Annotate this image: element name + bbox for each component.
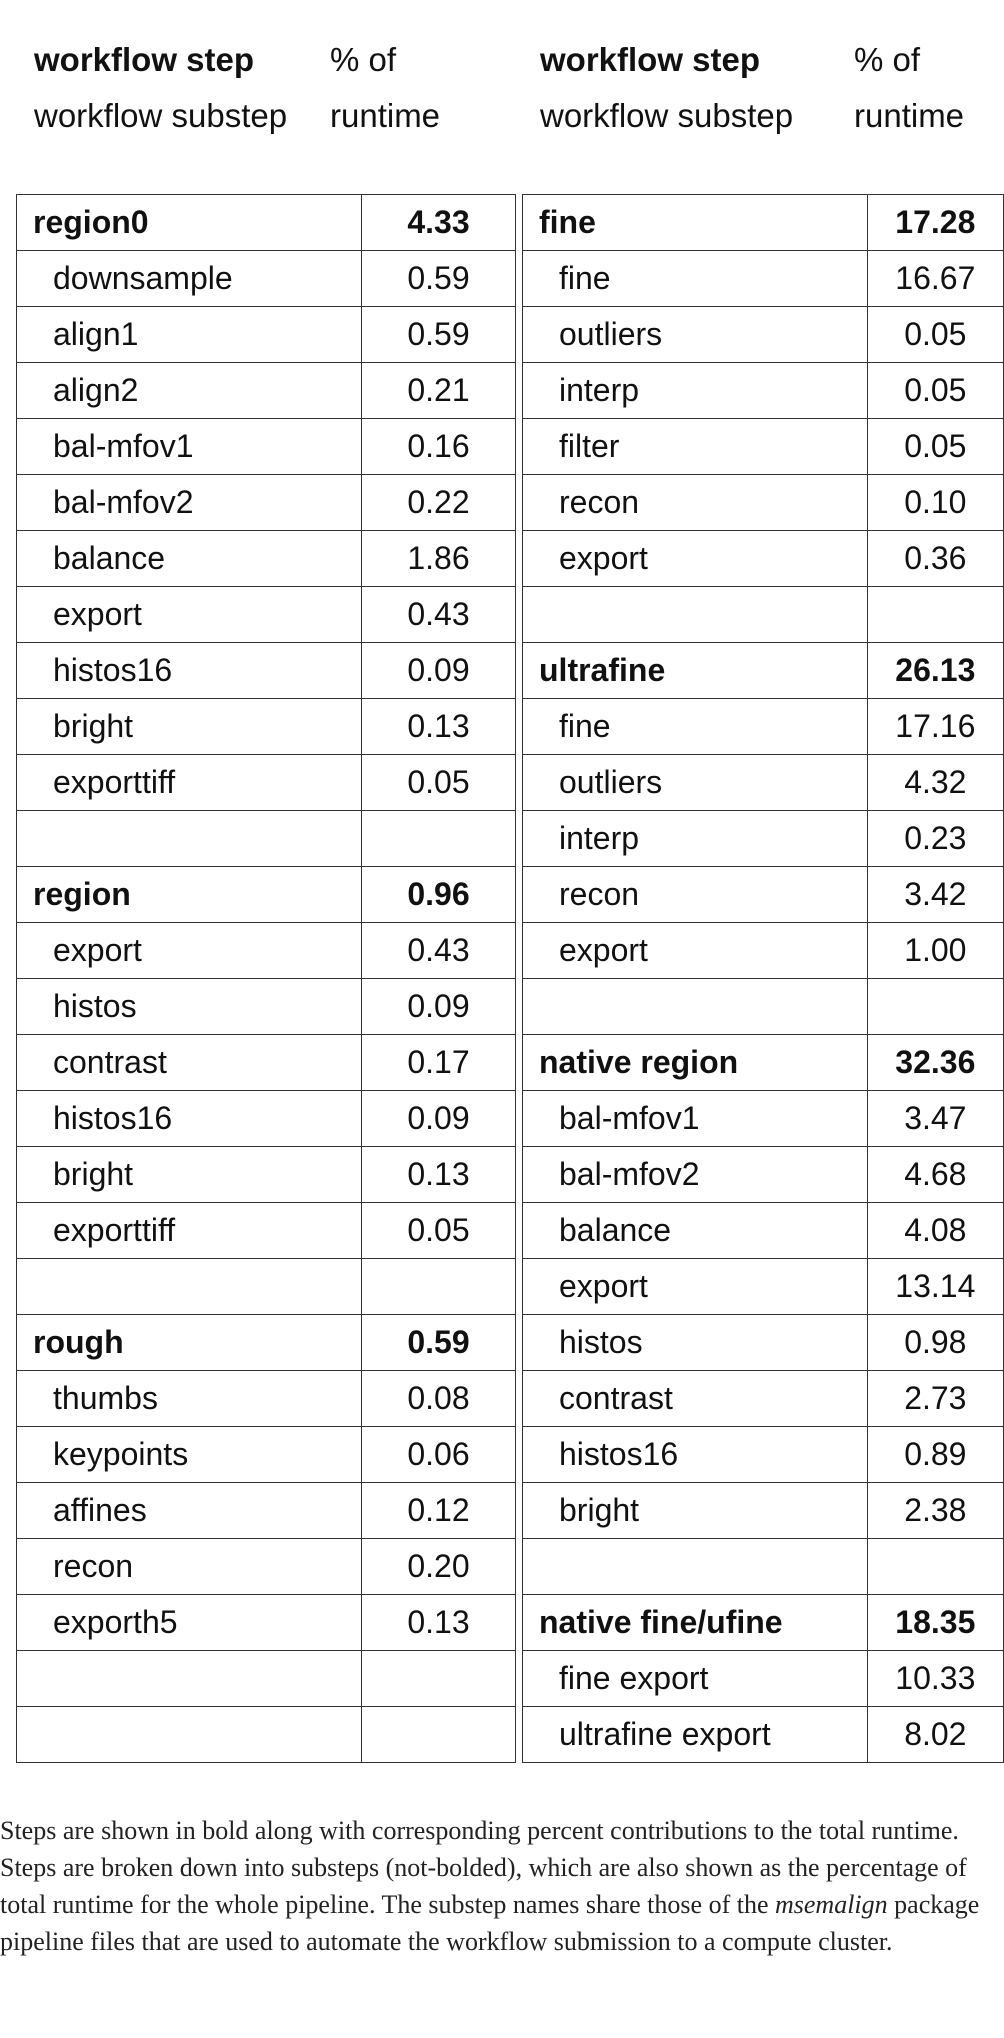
left-header-pct-line2: runtime [330,97,441,134]
step-runtime-percent: 32.36 [867,1035,1003,1091]
step-name: rough [17,1315,362,1371]
substep-row [523,1651,1004,1707]
substep-name: export [17,587,362,643]
substep-name: contrast [523,1371,868,1427]
right-pct-header [854,32,1004,144]
substep-row [523,251,1004,307]
step-runtime-percent: 4.33 [362,195,516,251]
substep-name: histos [17,979,362,1035]
left-table-body [17,195,516,1763]
substep-runtime-percent: 10.33 [867,1651,1003,1707]
substep-runtime-percent: 4.32 [867,755,1003,811]
substep-name: recon [523,475,868,531]
step-name: region0 [17,195,362,251]
substep-runtime-percent: 0.09 [362,643,516,699]
substep-name: outliers [523,755,868,811]
substep-row [523,307,1004,363]
substep-name: export [17,923,362,979]
step-runtime-percent: 0.59 [362,1315,516,1371]
substep-name: downsample [17,251,362,307]
step-runtime-percent: 0.96 [362,867,516,923]
substep-name: align2 [17,363,362,419]
substep-name [17,811,362,867]
substep-name: balance [523,1203,868,1259]
substep-row [523,1203,1004,1259]
substep-name: align1 [17,307,362,363]
substep-runtime-percent: 0.10 [867,475,1003,531]
substep-name: histos16 [17,1091,362,1147]
right-header-pct-line2: runtime [854,97,965,134]
substep-runtime-percent: 0.89 [867,1427,1003,1483]
substep-name: exporttiff [17,1203,362,1259]
substep-row [523,1427,1004,1483]
step-name: region [17,867,362,923]
substep-runtime-percent: 0.05 [867,307,1003,363]
substep-runtime-percent: 0.59 [362,307,516,363]
substep-name: histos16 [523,1427,868,1483]
substep-name: bright [17,1147,362,1203]
substep-runtime-percent: 0.05 [867,419,1003,475]
substep-name: interp [523,811,868,867]
substep-runtime-percent: 13.14 [867,1259,1003,1315]
substep-row [523,699,1004,755]
substep-row [523,1259,1004,1315]
substep-name [17,1707,362,1763]
substep-row [523,1707,1004,1763]
substep-name: thumbs [17,1371,362,1427]
substep-row [17,1147,516,1203]
substep-name [17,1651,362,1707]
substep-row [17,1035,516,1091]
substep-runtime-percent: 0.21 [362,363,516,419]
substep-row [523,1371,1004,1427]
substep-runtime-percent: 0.43 [362,587,516,643]
substep-runtime-percent [362,1707,516,1763]
substep-runtime-percent: 17.16 [867,699,1003,755]
substep-name: fine export [523,1651,868,1707]
left-pct-header [330,32,480,144]
substep-runtime-percent: 0.09 [362,1091,516,1147]
substep-row [523,363,1004,419]
substep-runtime-percent: 1.00 [867,923,1003,979]
substep-name: histos16 [17,643,362,699]
step-runtime-percent: 18.35 [867,1595,1003,1651]
step-row [523,1595,1004,1651]
substep-name: balance [17,531,362,587]
step-name: native fine/ufine [523,1595,868,1651]
substep-name [523,1539,868,1595]
left-header-pct-line1: % of [330,41,397,78]
substep-row [523,811,1004,867]
step-name: native region [523,1035,868,1091]
right-header-substep-label: workflow substep [540,97,794,134]
substep-name: bal-mfov1 [17,419,362,475]
step-row [523,643,1004,699]
substep-runtime-percent: 4.08 [867,1203,1003,1259]
substep-row [17,755,516,811]
substep-runtime-percent: 1.86 [362,531,516,587]
substep-name: outliers [523,307,868,363]
substep-row [17,251,516,307]
substep-runtime-percent: 0.05 [867,363,1003,419]
substep-name: bright [523,1483,868,1539]
substep-runtime-percent [362,1259,516,1315]
substep-row [17,699,516,755]
substep-row [523,1483,1004,1539]
right-runtime-table [522,194,1004,1763]
substep-row [17,475,516,531]
substep-row [523,867,1004,923]
substep-row [17,363,516,419]
substep-row [523,1315,1004,1371]
blank-row [17,1707,516,1763]
caption-text: Steps are shown in bold along with corresponding percent contributions to the total runtime. Steps are broken down into substeps (not-bolded), which are also shown as the percentage of total runtime for the whole pipeline. The substep names share those of the [0,1816,967,1919]
table-caption [0,1812,1004,1960]
substep-runtime-percent: 0.12 [362,1483,516,1539]
step-runtime-percent: 26.13 [867,643,1003,699]
substep-runtime-percent: 0.17 [362,1035,516,1091]
substep-row [17,1539,516,1595]
substep-runtime-percent: 0.09 [362,979,516,1035]
substep-runtime-percent: 2.38 [867,1483,1003,1539]
substep-runtime-percent: 0.22 [362,475,516,531]
blank-row [523,979,1004,1035]
substep-name [523,587,868,643]
right-header-step-label: workflow step [540,41,761,78]
substep-runtime-percent: 0.06 [362,1427,516,1483]
substep-name: bright [17,699,362,755]
substep-row [17,923,516,979]
substep-row [17,587,516,643]
blank-row [17,811,516,867]
substep-row [17,307,516,363]
substep-row [17,531,516,587]
substep-runtime-percent: 2.73 [867,1371,1003,1427]
caption-text-end: package pipeline files that are used to automate the workflow submission to a compute cluster. [0,1890,980,1956]
step-name: fine [523,195,868,251]
substep-row [523,419,1004,475]
substep-runtime-percent: 0.05 [362,755,516,811]
substep-runtime-percent: 0.20 [362,1539,516,1595]
substep-runtime-percent: 0.08 [362,1371,516,1427]
substep-row [17,1595,516,1651]
caption-package-name: msemalign [775,1890,888,1919]
substep-row [523,923,1004,979]
substep-name [523,979,868,1035]
substep-row [17,1483,516,1539]
substep-name: export [523,531,868,587]
blank-row [17,1651,516,1707]
substep-runtime-percent: 0.98 [867,1315,1003,1371]
substep-row [17,1203,516,1259]
substep-runtime-percent: 16.67 [867,251,1003,307]
substep-row [523,531,1004,587]
substep-runtime-percent [362,1651,516,1707]
step-row [523,1035,1004,1091]
substep-row [17,979,516,1035]
substep-name: fine [523,699,868,755]
substep-name: exporttiff [17,755,362,811]
substep-name: export [523,923,868,979]
substep-row [17,1427,516,1483]
step-row [523,195,1004,251]
substep-name: export [523,1259,868,1315]
substep-row [17,419,516,475]
left-header-step-label: workflow step [34,41,255,78]
substep-row [523,1147,1004,1203]
substep-runtime-percent: 0.13 [362,1595,516,1651]
substep-name: recon [523,867,868,923]
step-runtime-percent: 17.28 [867,195,1003,251]
substep-runtime-percent: 0.13 [362,1147,516,1203]
right-step-header [540,32,793,144]
substep-runtime-percent: 3.42 [867,867,1003,923]
substep-name: ultrafine export [523,1707,868,1763]
substep-name: keypoints [17,1427,362,1483]
blank-row [17,1259,516,1315]
left-step-header [34,32,287,144]
substep-runtime-percent: 0.36 [867,531,1003,587]
substep-name: affines [17,1483,362,1539]
substep-name: recon [17,1539,362,1595]
left-runtime-table [16,194,516,1763]
step-row [17,1315,516,1371]
substep-runtime-percent: 0.59 [362,251,516,307]
substep-name [17,1259,362,1315]
substep-name: interp [523,363,868,419]
substep-name: exporth5 [17,1595,362,1651]
step-row [17,195,516,251]
substep-runtime-percent [867,1539,1003,1595]
substep-runtime-percent [867,587,1003,643]
substep-row [523,1091,1004,1147]
substep-runtime-percent: 0.23 [867,811,1003,867]
substep-name: bal-mfov1 [523,1091,868,1147]
substep-runtime-percent: 0.13 [362,699,516,755]
substep-runtime-percent: 0.05 [362,1203,516,1259]
substep-runtime-percent: 0.43 [362,923,516,979]
substep-name: bal-mfov2 [523,1147,868,1203]
substep-row [17,1091,516,1147]
substep-row [17,643,516,699]
substep-runtime-percent: 4.68 [867,1147,1003,1203]
substep-runtime-percent [867,979,1003,1035]
substep-name: contrast [17,1035,362,1091]
substep-name: fine [523,251,868,307]
substep-row [17,1371,516,1427]
right-header-pct-line1: % of [854,41,921,78]
substep-row [523,755,1004,811]
substep-name: bal-mfov2 [17,475,362,531]
left-header-substep-label: workflow substep [34,97,288,134]
substep-row [523,475,1004,531]
substep-name: histos [523,1315,868,1371]
step-name: ultrafine [523,643,868,699]
substep-runtime-percent [362,811,516,867]
blank-row [523,587,1004,643]
substep-runtime-percent: 0.16 [362,419,516,475]
substep-runtime-percent: 3.47 [867,1091,1003,1147]
blank-row [523,1539,1004,1595]
substep-name: filter [523,419,868,475]
right-table-body [523,195,1004,1763]
step-row [17,867,516,923]
substep-runtime-percent: 8.02 [867,1707,1003,1763]
